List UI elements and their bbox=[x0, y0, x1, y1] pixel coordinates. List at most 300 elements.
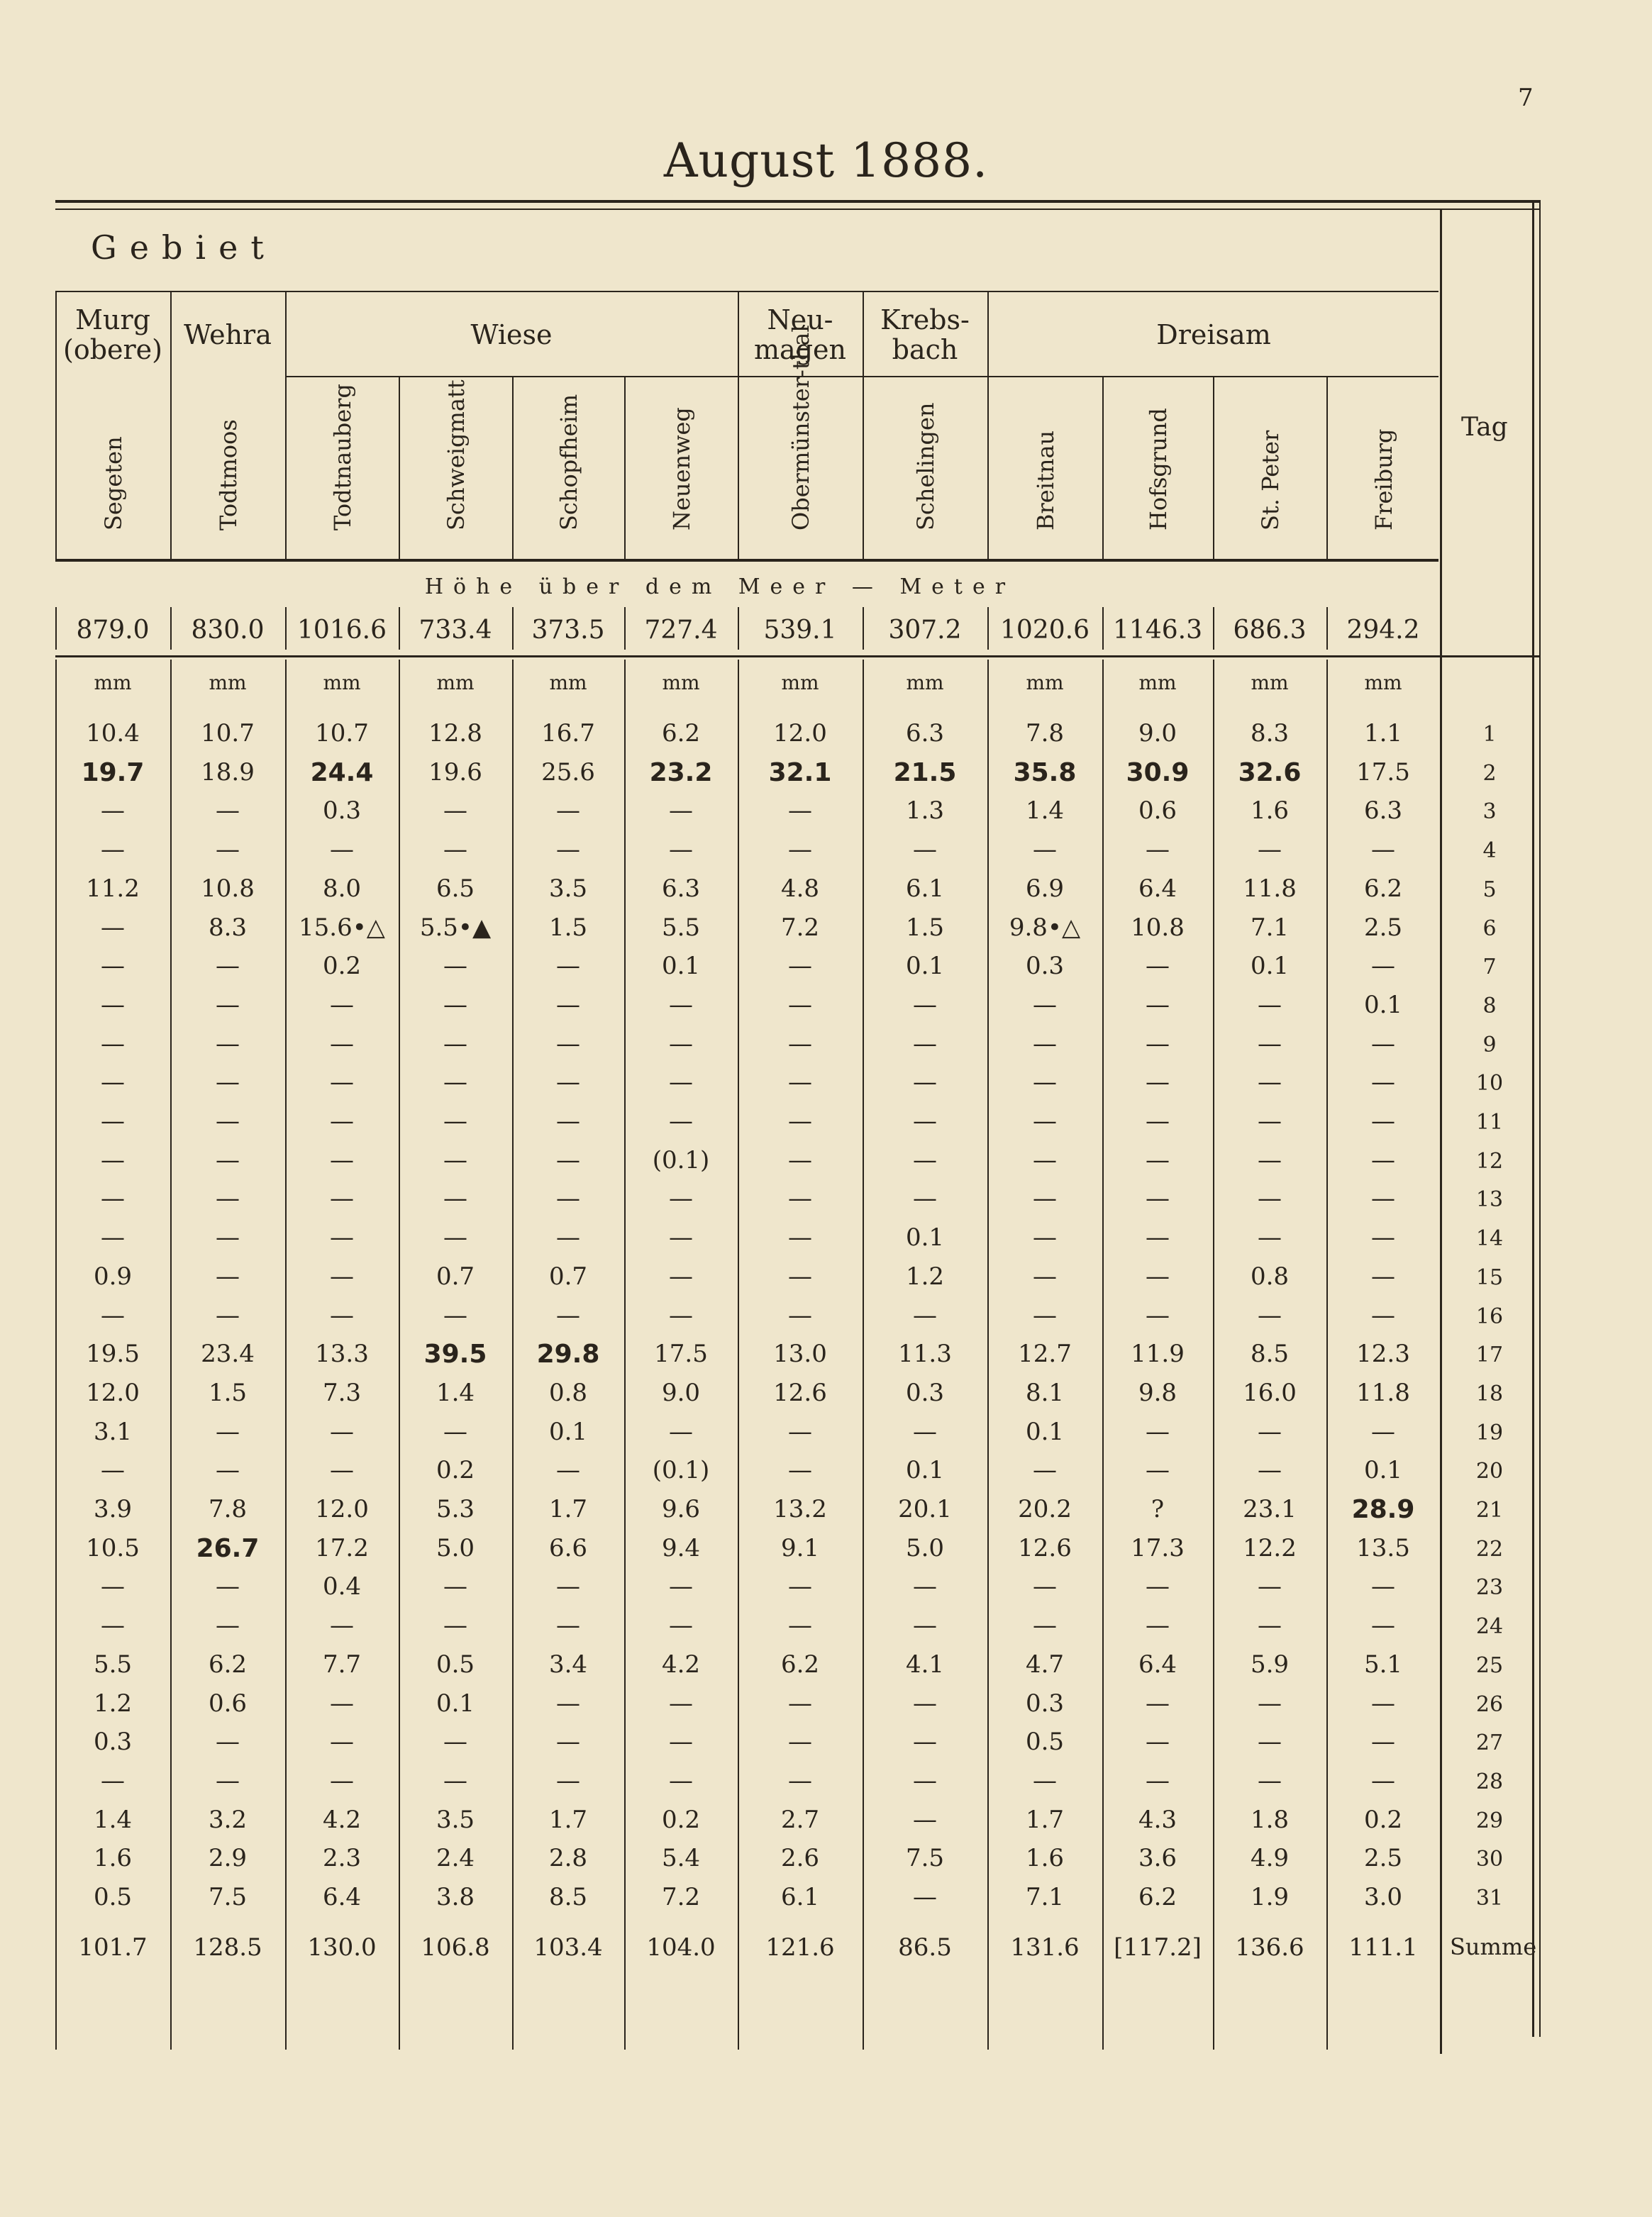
day-number: 1 bbox=[1482, 722, 1497, 747]
table-cell: 0.1 bbox=[1363, 1456, 1403, 1485]
table-cell: — bbox=[216, 835, 240, 865]
table-cell: — bbox=[443, 1417, 467, 1446]
table-cell: — bbox=[1371, 1262, 1395, 1291]
table-cell: — bbox=[443, 990, 467, 1019]
table-cell: — bbox=[913, 1572, 937, 1601]
table-cell: — bbox=[216, 1611, 240, 1640]
table-cell: — bbox=[1258, 1689, 1282, 1718]
table-cell: — bbox=[330, 1417, 354, 1446]
table-cell: — bbox=[788, 1611, 812, 1640]
day-number: 4 bbox=[1482, 838, 1497, 864]
table-cell: 0.1 bbox=[1250, 952, 1290, 981]
table-cell: 10.7 bbox=[315, 719, 369, 748]
table-cell: 9.0 bbox=[1138, 719, 1177, 748]
table-cell: 3.8 bbox=[436, 1883, 475, 1911]
table-cell: 6.6 bbox=[548, 1533, 588, 1562]
elevation-cell: 307.2 bbox=[888, 616, 962, 645]
table-cell: 2.4 bbox=[436, 1844, 475, 1873]
table-cell: — bbox=[216, 1223, 240, 1252]
table-cell: — bbox=[1146, 1728, 1170, 1757]
table-cell: 5.4 bbox=[661, 1844, 701, 1873]
table-cell: 12.0 bbox=[315, 1495, 369, 1523]
table-cell: — bbox=[101, 1223, 125, 1252]
elevation-cell: 294.2 bbox=[1346, 616, 1420, 645]
table-cell: — bbox=[788, 1068, 812, 1097]
table-cell: — bbox=[443, 1068, 467, 1097]
table-cell: 1.3 bbox=[905, 796, 945, 826]
table-cell: 8.3 bbox=[1250, 719, 1290, 748]
table-cell: — bbox=[330, 1223, 354, 1252]
table-cell: — bbox=[1371, 1068, 1395, 1097]
day-number: 24 bbox=[1475, 1614, 1504, 1640]
table-cell: — bbox=[1258, 835, 1282, 865]
table-cell: — bbox=[330, 1456, 354, 1485]
table-cell: — bbox=[1033, 1029, 1057, 1058]
rule-line bbox=[1440, 210, 1442, 2054]
table-cell: — bbox=[556, 990, 580, 1019]
table-cell: ? bbox=[1151, 1495, 1165, 1523]
table-cell: 32.6 bbox=[1238, 757, 1302, 787]
table-cell: 17.2 bbox=[315, 1533, 369, 1562]
table-cell: — bbox=[216, 952, 240, 981]
table-cell: — bbox=[330, 1107, 354, 1135]
group-header-6: Dreisam bbox=[1156, 319, 1271, 350]
table-cell: 1.8 bbox=[1250, 1805, 1290, 1834]
table-cell: 1.6 bbox=[93, 1844, 133, 1873]
table-cell: 0.3 bbox=[93, 1728, 133, 1757]
table-cell: — bbox=[556, 1456, 580, 1485]
group-header-5: Krebs-bach bbox=[880, 304, 970, 365]
table-cell: — bbox=[443, 1184, 467, 1213]
table-cell: 29.8 bbox=[536, 1340, 600, 1369]
table-cell: 3.4 bbox=[548, 1650, 588, 1679]
table-cell: 12.0 bbox=[773, 719, 827, 748]
table-cell: 23.1 bbox=[1243, 1495, 1297, 1523]
table-cell: 6.1 bbox=[780, 1883, 820, 1911]
table-cell: 11.8 bbox=[1243, 874, 1297, 903]
elevation-cell: 727.4 bbox=[644, 616, 718, 645]
table-cell: — bbox=[1146, 835, 1170, 865]
table-cell: 17.5 bbox=[1356, 757, 1410, 787]
table-cell: — bbox=[330, 1728, 354, 1757]
table-cell: — bbox=[1033, 1611, 1057, 1640]
table-cell: — bbox=[1258, 1766, 1282, 1795]
table-cell: 6.2 bbox=[780, 1650, 820, 1679]
table-cell: — bbox=[216, 1456, 240, 1485]
table-cell: (0.1) bbox=[652, 1456, 710, 1485]
table-cell: — bbox=[443, 1223, 467, 1252]
table-cell: 7.8 bbox=[208, 1495, 248, 1523]
elevation-cell: 1146.3 bbox=[1113, 616, 1202, 645]
day-number: 18 bbox=[1475, 1381, 1504, 1406]
table-cell: 9.1 bbox=[780, 1533, 820, 1562]
sum-cell: 104.0 bbox=[646, 1933, 716, 1962]
table-cell: — bbox=[913, 1766, 937, 1795]
table-cell: — bbox=[443, 1145, 467, 1174]
day-number: 3 bbox=[1482, 799, 1497, 825]
table-cell: — bbox=[443, 952, 467, 981]
table-cell: — bbox=[443, 796, 467, 826]
elevation-cell: 686.3 bbox=[1233, 616, 1307, 645]
table-cell: — bbox=[1258, 1107, 1282, 1135]
table-cell: — bbox=[669, 835, 693, 865]
table-cell: 17.3 bbox=[1131, 1533, 1185, 1562]
table-cell: — bbox=[216, 1145, 240, 1174]
table-cell: — bbox=[1258, 1611, 1282, 1640]
day-number: 12 bbox=[1475, 1148, 1504, 1174]
table-cell: 0.6 bbox=[208, 1689, 248, 1718]
elevation-label: Höhe über dem Meer — Meter bbox=[424, 574, 1016, 599]
rule-line bbox=[285, 376, 1438, 377]
table-cell: — bbox=[101, 1572, 125, 1601]
table-cell: — bbox=[556, 1611, 580, 1640]
table-cell: — bbox=[101, 990, 125, 1019]
table-cell: 8.1 bbox=[1025, 1378, 1065, 1407]
table-cell: — bbox=[101, 1456, 125, 1485]
day-number: 27 bbox=[1475, 1730, 1504, 1756]
table-cell: — bbox=[1258, 1223, 1282, 1252]
day-number: 13 bbox=[1475, 1187, 1504, 1213]
table-cell: — bbox=[669, 1689, 693, 1718]
table-cell: — bbox=[1371, 1184, 1395, 1213]
table-cell: — bbox=[913, 1029, 937, 1058]
table-cell: 4.8 bbox=[780, 874, 820, 903]
table-cell: — bbox=[443, 1611, 467, 1640]
table-cell: — bbox=[1146, 952, 1170, 981]
station-header-11: St. Peter bbox=[1257, 430, 1284, 530]
table-cell: 6.2 bbox=[208, 1650, 248, 1679]
rule-line bbox=[1213, 376, 1214, 560]
table-cell: — bbox=[330, 990, 354, 1019]
table-cell: — bbox=[1033, 1301, 1057, 1330]
table-cell: — bbox=[443, 1728, 467, 1757]
table-cell: 0.2 bbox=[436, 1456, 475, 1485]
table-cell: — bbox=[788, 1456, 812, 1485]
table-cell: — bbox=[1258, 1145, 1282, 1174]
table-cell: — bbox=[216, 1728, 240, 1757]
table-cell: 7.7 bbox=[322, 1650, 362, 1679]
table-cell: 0.2 bbox=[322, 952, 362, 981]
table-cell: — bbox=[1146, 1456, 1170, 1485]
table-cell: — bbox=[1258, 990, 1282, 1019]
station-header-4: Schweigmatt bbox=[443, 379, 470, 530]
table-cell: 18.9 bbox=[201, 757, 255, 787]
table-cell: — bbox=[788, 1728, 812, 1757]
table-cell: — bbox=[443, 1766, 467, 1795]
table-cell: 19.5 bbox=[86, 1340, 140, 1369]
table-cell: 7.1 bbox=[1250, 913, 1290, 942]
unit-cell: mm bbox=[549, 671, 587, 694]
table-cell: 20.1 bbox=[898, 1495, 952, 1523]
table-cell: 8.5 bbox=[1250, 1340, 1290, 1369]
table-cell: — bbox=[556, 796, 580, 826]
table-cell: 7.1 bbox=[1025, 1883, 1065, 1911]
unit-cell: mm bbox=[436, 671, 475, 694]
table-cell: 12.0 bbox=[86, 1378, 140, 1407]
table-cell: 12.8 bbox=[428, 719, 482, 748]
table-cell: 3.9 bbox=[93, 1495, 133, 1523]
table-cell: — bbox=[669, 796, 693, 826]
table-cell: 26.7 bbox=[196, 1533, 260, 1563]
table-cell: 25.6 bbox=[541, 757, 595, 787]
table-cell: 10.8 bbox=[1131, 913, 1185, 942]
table-cell: — bbox=[330, 1301, 354, 1330]
table-cell: 0.3 bbox=[322, 796, 362, 826]
table-cell: — bbox=[556, 1766, 580, 1795]
station-header-5: Schopfheim bbox=[555, 394, 582, 530]
table-cell: 6.1 bbox=[905, 874, 945, 903]
table-cell: 0.3 bbox=[1025, 1689, 1065, 1718]
table-cell: — bbox=[1258, 1417, 1282, 1446]
table-cell: 5.9 bbox=[1250, 1650, 1290, 1679]
table-cell: 1.2 bbox=[93, 1689, 133, 1718]
table-cell: — bbox=[330, 1766, 354, 1795]
table-cell: — bbox=[788, 1689, 812, 1718]
rule-line bbox=[55, 209, 1539, 210]
table-cell: — bbox=[330, 1184, 354, 1213]
table-cell: — bbox=[216, 1766, 240, 1795]
table-cell: 0.1 bbox=[1025, 1417, 1065, 1446]
table-cell: 8.3 bbox=[208, 913, 248, 942]
table-cell: — bbox=[913, 1689, 937, 1718]
table-cell: — bbox=[1146, 1689, 1170, 1718]
table-cell: 10.8 bbox=[201, 874, 255, 903]
table-cell: 6.4 bbox=[1138, 1650, 1177, 1679]
day-number: 7 bbox=[1482, 955, 1497, 980]
table-cell: — bbox=[1033, 1184, 1057, 1213]
station-header-3: Todtnauberg bbox=[329, 384, 356, 530]
table-cell: 3.5 bbox=[436, 1805, 475, 1834]
table-cell: 2.5 bbox=[1363, 1844, 1403, 1873]
table-cell: 0.1 bbox=[905, 1456, 945, 1485]
table-cell: — bbox=[556, 1572, 580, 1601]
elevation-cell: 539.1 bbox=[763, 616, 837, 645]
rule-line bbox=[1326, 376, 1328, 560]
table-cell: — bbox=[1146, 1301, 1170, 1330]
table-cell: — bbox=[788, 1417, 812, 1446]
tag-header: Tag bbox=[1461, 413, 1508, 442]
unit-cell: mm bbox=[781, 671, 819, 694]
day-number: 21 bbox=[1475, 1498, 1504, 1523]
table-cell: — bbox=[788, 990, 812, 1019]
table-cell: — bbox=[1146, 1262, 1170, 1291]
rule-line bbox=[624, 376, 626, 560]
table-cell: 13.0 bbox=[773, 1340, 827, 1369]
table-cell: — bbox=[1371, 835, 1395, 865]
table-cell: 5.5•▲ bbox=[419, 913, 492, 942]
table-cell: 2.8 bbox=[548, 1844, 588, 1873]
day-number: 26 bbox=[1475, 1691, 1504, 1717]
table-cell: — bbox=[1033, 1572, 1057, 1601]
table-cell: 11.9 bbox=[1131, 1340, 1185, 1369]
table-cell: 1.7 bbox=[548, 1495, 588, 1523]
table-cell: 28.9 bbox=[1351, 1495, 1415, 1524]
day-number: 15 bbox=[1475, 1265, 1504, 1290]
table-cell: — bbox=[669, 1728, 693, 1757]
table-cell: — bbox=[556, 952, 580, 981]
table-cell: — bbox=[1033, 990, 1057, 1019]
table-cell: 6.3 bbox=[1363, 796, 1403, 826]
table-cell: 1.9 bbox=[1250, 1883, 1290, 1911]
table-cell: 6.3 bbox=[661, 874, 701, 903]
unit-cell: mm bbox=[906, 671, 944, 694]
table-cell: 6.2 bbox=[661, 719, 701, 748]
table-cell: 7.3 bbox=[322, 1378, 362, 1407]
table-cell: 19.6 bbox=[428, 757, 482, 787]
table-cell: 5.1 bbox=[1363, 1650, 1403, 1679]
day-number: 19 bbox=[1475, 1420, 1504, 1445]
table-cell: — bbox=[1371, 1223, 1395, 1252]
table-cell: 0.3 bbox=[905, 1378, 945, 1407]
unit-cell: mm bbox=[1251, 671, 1289, 694]
table-cell: — bbox=[1258, 1456, 1282, 1485]
table-cell: — bbox=[913, 1107, 937, 1135]
table-cell: — bbox=[330, 1029, 354, 1058]
day-number: 11 bbox=[1475, 1110, 1504, 1135]
table-cell: 3.5 bbox=[548, 874, 588, 903]
table-cell: — bbox=[556, 1223, 580, 1252]
table-cell: — bbox=[788, 1301, 812, 1330]
table-cell: 23.4 bbox=[201, 1340, 255, 1369]
sum-cell: 86.5 bbox=[898, 1933, 952, 1962]
day-number: 9 bbox=[1482, 1032, 1497, 1057]
table-cell: — bbox=[443, 1107, 467, 1135]
sum-cell: 106.8 bbox=[421, 1933, 490, 1962]
table-cell: 7.5 bbox=[208, 1883, 248, 1911]
table-cell: — bbox=[913, 1611, 937, 1640]
unit-cell: mm bbox=[94, 671, 132, 694]
table-cell: 5.3 bbox=[436, 1495, 475, 1523]
unit-cell: mm bbox=[209, 671, 247, 694]
table-cell: — bbox=[330, 1689, 354, 1718]
sum-cell: 130.0 bbox=[307, 1933, 377, 1962]
table-cell: 5.5 bbox=[93, 1650, 133, 1679]
sum-cell: 131.6 bbox=[1010, 1933, 1080, 1962]
table-cell: 7.2 bbox=[661, 1883, 701, 1911]
table-cell: — bbox=[1146, 1766, 1170, 1795]
station-header-6: Neuenweg bbox=[668, 407, 695, 530]
table-cell: — bbox=[101, 913, 125, 942]
table-cell: 0.2 bbox=[661, 1805, 701, 1834]
table-cell: — bbox=[556, 1301, 580, 1330]
table-cell: — bbox=[1258, 1301, 1282, 1330]
table-cell: 1.7 bbox=[1025, 1805, 1065, 1834]
table-cell: — bbox=[1371, 1689, 1395, 1718]
unit-cell: mm bbox=[323, 671, 361, 694]
table-cell: — bbox=[1146, 1572, 1170, 1601]
day-number: 23 bbox=[1475, 1575, 1504, 1601]
table-cell: — bbox=[101, 952, 125, 981]
group-header-2: Wehra bbox=[184, 319, 272, 350]
table-cell: 6.4 bbox=[322, 1883, 362, 1911]
table-cell: — bbox=[669, 1107, 693, 1135]
table-cell: — bbox=[1371, 952, 1395, 981]
table-cell: — bbox=[1146, 1223, 1170, 1252]
table-cell: 0.9 bbox=[93, 1262, 133, 1291]
table-cell: — bbox=[913, 1145, 937, 1174]
table-cell: 10.7 bbox=[201, 719, 255, 748]
table-cell: — bbox=[1146, 990, 1170, 1019]
table-cell: 1.2 bbox=[905, 1262, 945, 1291]
table-cell: — bbox=[101, 1301, 125, 1330]
table-cell: — bbox=[101, 1145, 125, 1174]
table-cell: — bbox=[330, 1068, 354, 1097]
station-header-8: Schelingen bbox=[912, 402, 939, 530]
table-cell: 0.7 bbox=[436, 1262, 475, 1291]
table-cell: — bbox=[443, 835, 467, 865]
day-number: 28 bbox=[1475, 1769, 1504, 1794]
station-header-9: Breitnau bbox=[1032, 430, 1059, 530]
table-cell: — bbox=[443, 1301, 467, 1330]
table-cell: — bbox=[669, 1184, 693, 1213]
table-cell: 6.4 bbox=[1138, 874, 1177, 903]
table-cell: — bbox=[788, 952, 812, 981]
table-cell: 17.5 bbox=[654, 1340, 708, 1369]
table-cell: 1.5 bbox=[208, 1378, 248, 1407]
table-cell: — bbox=[1258, 1184, 1282, 1213]
table-cell: 1.6 bbox=[1025, 1844, 1065, 1873]
table-cell: 9.8 bbox=[1138, 1378, 1177, 1407]
table-cell: — bbox=[788, 1572, 812, 1601]
table-cell: — bbox=[101, 1029, 125, 1058]
table-cell: — bbox=[216, 1107, 240, 1135]
table-cell: 0.8 bbox=[548, 1378, 588, 1407]
table-cell: — bbox=[913, 835, 937, 865]
table-cell: — bbox=[1371, 1611, 1395, 1640]
table-cell: — bbox=[556, 835, 580, 865]
table-cell: — bbox=[1371, 1145, 1395, 1174]
table-cell: — bbox=[913, 990, 937, 1019]
table-cell: 16.0 bbox=[1243, 1378, 1297, 1407]
table-cell: 6.2 bbox=[1138, 1883, 1177, 1911]
table-cell: — bbox=[330, 1145, 354, 1174]
table-cell: — bbox=[1371, 1301, 1395, 1330]
table-cell: — bbox=[1371, 1766, 1395, 1795]
table-cell: — bbox=[330, 1262, 354, 1291]
day-number: 5 bbox=[1482, 877, 1497, 902]
table-cell: — bbox=[913, 1417, 937, 1446]
table-cell: 0.1 bbox=[1363, 990, 1403, 1019]
rule-line bbox=[399, 376, 400, 560]
elevation-cell: 1020.6 bbox=[1000, 616, 1090, 645]
table-cell: — bbox=[913, 1728, 937, 1757]
table-cell: — bbox=[1146, 1611, 1170, 1640]
day-number: 16 bbox=[1475, 1304, 1504, 1329]
sum-cell: 111.1 bbox=[1348, 1933, 1418, 1962]
table-cell: 8.0 bbox=[322, 874, 362, 903]
table-cell: — bbox=[1033, 1766, 1057, 1795]
table-cell: — bbox=[913, 1883, 937, 1911]
table-cell: — bbox=[788, 1262, 812, 1291]
table-cell: — bbox=[330, 1611, 354, 1640]
table-cell: 2.7 bbox=[780, 1805, 820, 1834]
table-cell: (0.1) bbox=[652, 1145, 710, 1174]
day-number: 6 bbox=[1482, 916, 1497, 941]
table-cell: 0.1 bbox=[548, 1417, 588, 1446]
table-cell: — bbox=[216, 1301, 240, 1330]
table-cell: — bbox=[669, 1611, 693, 1640]
table-cell: 0.4 bbox=[322, 1572, 362, 1601]
table-cell: — bbox=[556, 1029, 580, 1058]
table-cell: 0.1 bbox=[905, 952, 945, 981]
table-cell: — bbox=[669, 1029, 693, 1058]
table-cell: — bbox=[443, 1572, 467, 1601]
table-cell: — bbox=[556, 1107, 580, 1135]
table-cell: 4.2 bbox=[661, 1650, 701, 1679]
table-cell: — bbox=[101, 1107, 125, 1135]
table-cell: 0.5 bbox=[93, 1883, 133, 1911]
table-cell: — bbox=[1146, 1068, 1170, 1097]
